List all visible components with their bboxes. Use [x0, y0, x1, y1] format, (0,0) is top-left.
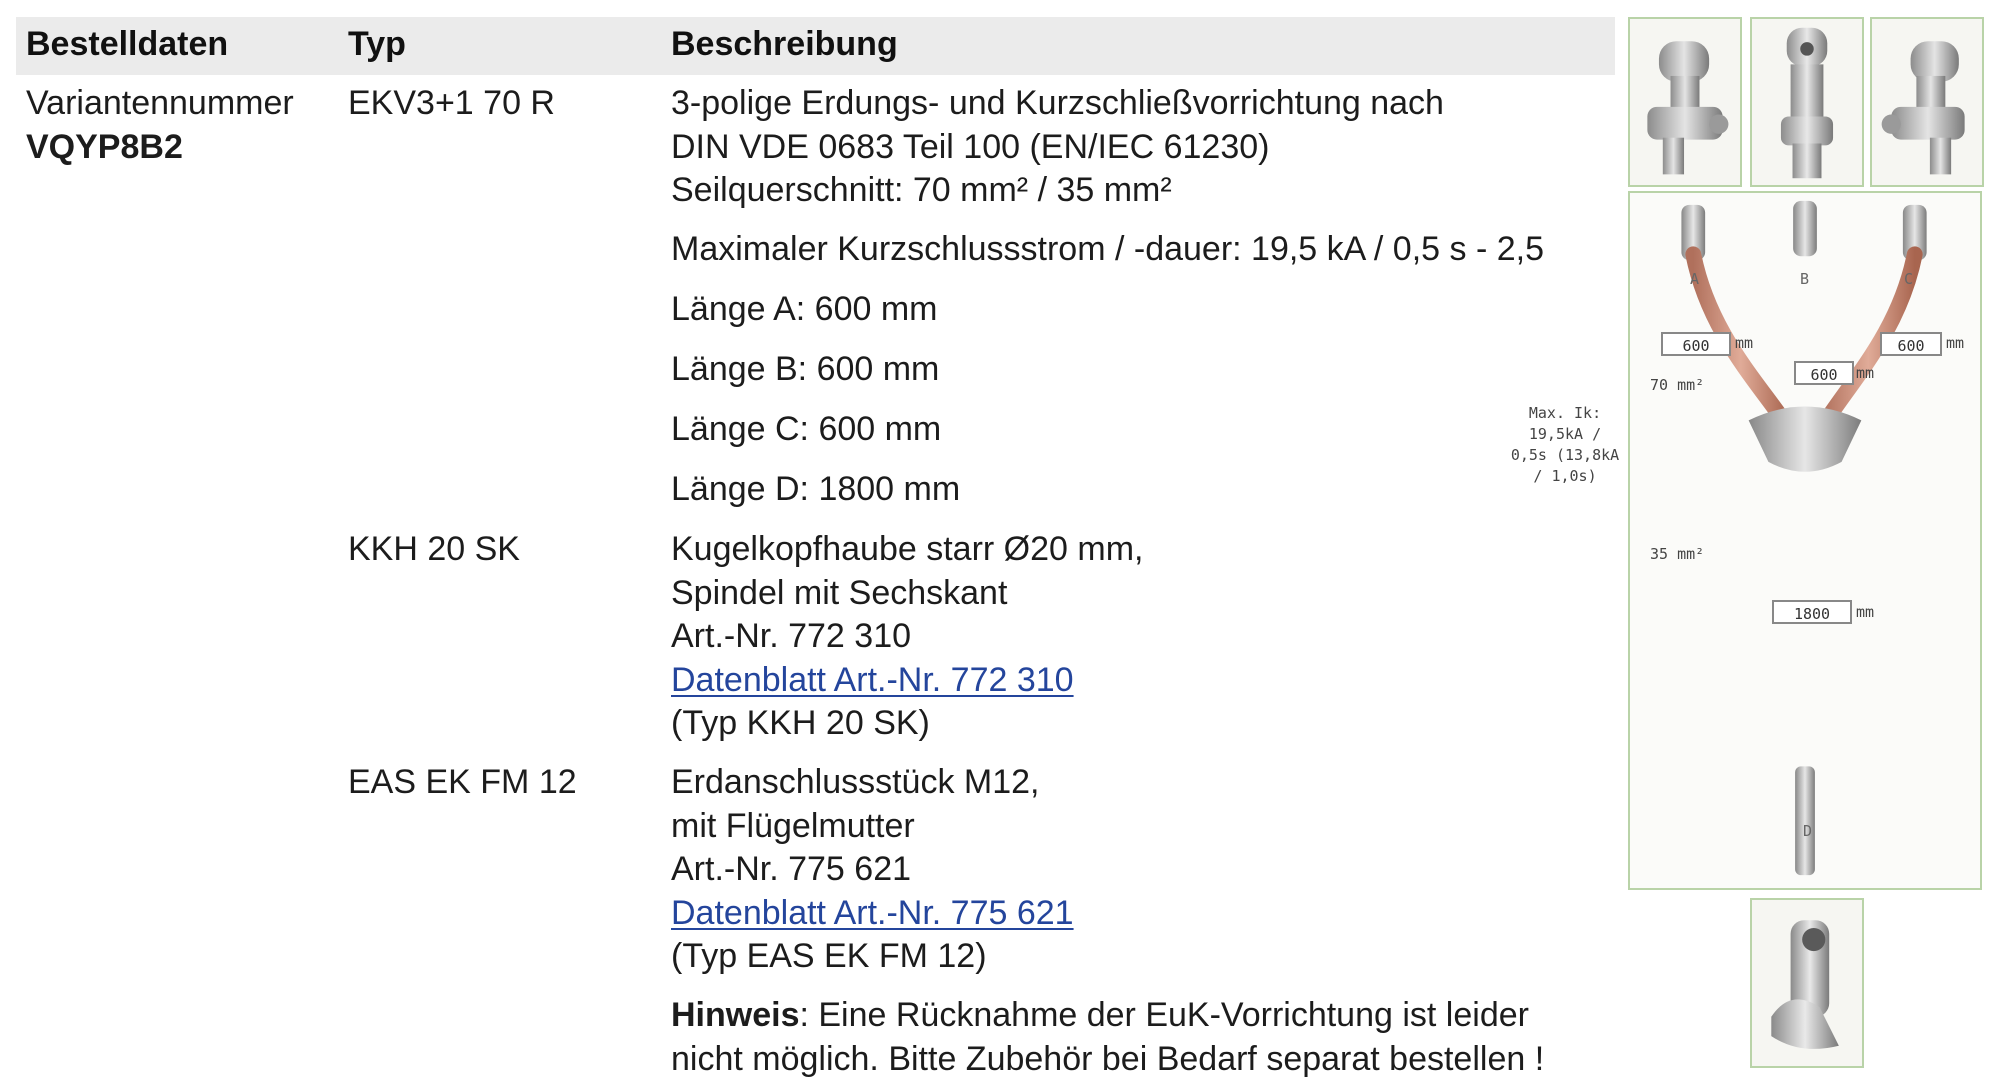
length-b-unit: mm [1856, 364, 1875, 382]
variant-label: Variantennummer [26, 84, 294, 122]
description-ekv [671, 82, 1444, 213]
header-beschreibung: Beschreibung [671, 25, 898, 63]
article-number: Art.-Nr. 775 621 [671, 850, 912, 888]
description-line: 3-polige Erdungs- und Kurzschließvorrichtung nach [671, 84, 1444, 122]
datasheet-link-772310[interactable]: Datenblatt Art.-Nr. 772 310 [671, 660, 1074, 699]
clamp-photo-3[interactable] [1870, 17, 1984, 187]
clamp-image [1752, 19, 1862, 185]
type-kkh: KKH 20 SK [348, 530, 520, 568]
cable-diagram-image [1630, 193, 1980, 888]
article-number: Art.-Nr. 772 310 [671, 617, 912, 655]
length-d-value: 1800 [1772, 600, 1852, 624]
note [671, 994, 1544, 1081]
length-c: Länge C: 600 mm [671, 410, 942, 448]
description-line: Kugelkopfhaube starr Ø20 mm, [671, 530, 1144, 568]
cable-letter-b: B [1800, 270, 1810, 288]
type-note: (Typ EAS EK FM 12) [671, 937, 987, 975]
cable-letter-a: A [1690, 270, 1700, 288]
max-current: Maximaler Kurzschlussstrom / -dauer: 19,5 kA / 0,5 s - 2,5 [671, 230, 1544, 268]
type-ekv: EKV3+1 70 R [348, 84, 555, 122]
description-kkh [671, 528, 1143, 746]
note-label: Hinweis [671, 996, 800, 1034]
description-line: DIN VDE 0683 Teil 100 (EN/IEC 61230) [671, 127, 1270, 166]
description-line: mit Flügelmutter [671, 806, 915, 845]
header-typ: Typ [348, 25, 406, 63]
type-eas: EAS EK FM 12 [348, 763, 577, 801]
note-text: : Eine Rücknahme der EuK-Vorrichtung ist leider [799, 996, 1529, 1034]
length-d-unit: mm [1856, 603, 1875, 621]
length-a-unit: mm [1735, 334, 1754, 352]
header-bestelldaten: Bestelldaten [26, 25, 229, 63]
order-data [26, 82, 294, 169]
length-b-value: 600 [1794, 361, 1854, 385]
description-line: Erdanschlussstück M12, [671, 763, 1040, 801]
max-ik-note: Max. Ik: 19,5kA / 0,5s (13,8kA / 1,0s) [1510, 404, 1620, 485]
earth-connector-image [1752, 900, 1862, 1066]
clamp-photo-1[interactable] [1628, 17, 1742, 187]
clamp-image [1630, 19, 1740, 185]
clamp-image [1872, 19, 1982, 185]
note-text: nicht möglich. Bitte Zubehör bei Bedarf separat bestellen ! [671, 1039, 1545, 1078]
earthing-set-diagram[interactable] [1628, 191, 1982, 890]
length-c-unit: mm [1946, 334, 1965, 352]
cable-letter-c: C [1904, 270, 1914, 288]
description-line: Seilquerschnitt: 70 mm² / 35 mm² [671, 171, 1172, 209]
variant-number: VQYP8B2 [26, 127, 183, 166]
earth-connector-photo[interactable] [1750, 898, 1864, 1068]
length-c-value: 600 [1880, 332, 1942, 356]
length-d: Länge D: 1800 mm [671, 470, 961, 508]
type-note: (Typ KKH 20 SK) [671, 704, 930, 742]
description-eas [671, 761, 1074, 979]
length-a-value: 600 [1661, 332, 1731, 356]
datasheet-link-775621[interactable]: Datenblatt Art.-Nr. 775 621 [671, 893, 1074, 932]
length-b: Länge B: 600 mm [671, 350, 940, 388]
cable-letter-d: D [1803, 822, 1813, 840]
cross-section-70: 70 mm² [1650, 376, 1705, 394]
length-a: Länge A: 600 mm [671, 290, 938, 328]
cross-section-35: 35 mm² [1650, 545, 1705, 563]
description-line: Spindel mit Sechskant [671, 573, 1008, 612]
clamp-photo-2[interactable] [1750, 17, 1864, 187]
